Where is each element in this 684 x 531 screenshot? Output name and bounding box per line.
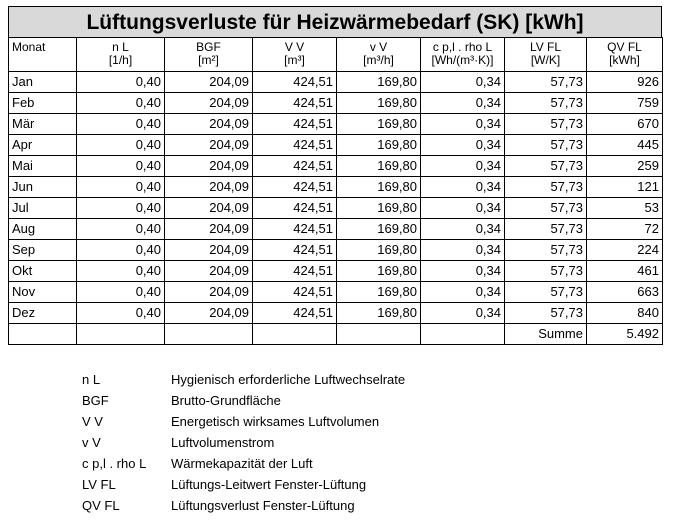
sum-value: 5.492 [587, 324, 663, 345]
column-header [505, 38, 587, 72]
value-cell: 0,40 [77, 282, 165, 303]
value-cell: 169,80 [337, 72, 421, 93]
column-header [253, 38, 337, 72]
value-cell: 0,40 [77, 114, 165, 135]
column-header-unit: [kWh] [609, 53, 640, 67]
month-cell: Okt [9, 261, 77, 282]
value-cell: 0,34 [421, 135, 505, 156]
value-cell: 0,34 [421, 156, 505, 177]
table-row [9, 219, 663, 240]
value-cell: 57,73 [505, 135, 587, 156]
value-cell: 424,51 [253, 156, 337, 177]
value-cell: 204,09 [165, 219, 253, 240]
column-header-unit: [W/K] [530, 53, 561, 67]
value-cell: 424,51 [253, 114, 337, 135]
legend-description: Hygienisch erforderliche Luftwechselrate [171, 372, 406, 387]
value-cell: 204,09 [165, 156, 253, 177]
month-cell: Nov [9, 282, 77, 303]
value-cell: 57,73 [505, 93, 587, 114]
value-cell: 424,51 [253, 219, 337, 240]
month-cell: Mai [9, 156, 77, 177]
value-cell: 0,34 [421, 198, 505, 219]
value-cell: 57,73 [505, 72, 587, 93]
column-header-name: QV FL [607, 40, 642, 54]
value-cell: 0,34 [421, 261, 505, 282]
empty-cell [9, 324, 77, 345]
table-row [9, 303, 663, 324]
month-cell: Apr [9, 135, 77, 156]
table-row [9, 198, 663, 219]
legend-abbreviation: QV FL [82, 498, 120, 513]
value-cell: 121 [587, 177, 663, 198]
legend-abbreviation: BGF [82, 393, 109, 408]
value-cell: 0,40 [77, 177, 165, 198]
value-cell: 169,80 [337, 282, 421, 303]
value-cell: 424,51 [253, 177, 337, 198]
value-cell: 169,80 [337, 156, 421, 177]
value-cell: 57,73 [505, 219, 587, 240]
table-row [9, 261, 663, 282]
value-cell: 424,51 [253, 72, 337, 93]
header-row [9, 38, 663, 72]
value-cell: 57,73 [505, 261, 587, 282]
legend-abbreviation: n L [82, 372, 101, 387]
value-cell: 57,73 [505, 177, 587, 198]
value-cell: 0,40 [77, 135, 165, 156]
empty-cell [253, 324, 337, 345]
value-cell: 169,80 [337, 135, 421, 156]
table-row [9, 282, 663, 303]
legend-abbreviation: V V [82, 414, 103, 429]
value-cell: 204,09 [165, 93, 253, 114]
month-cell: Sep [9, 240, 77, 261]
legend-description: Wärmekapazität der Luft [171, 456, 313, 471]
value-cell: 424,51 [253, 135, 337, 156]
value-cell: 169,80 [337, 219, 421, 240]
value-cell: 424,51 [253, 261, 337, 282]
value-cell: 0,40 [77, 303, 165, 324]
value-cell: 204,09 [165, 240, 253, 261]
table-row [9, 93, 663, 114]
table-row [9, 114, 663, 135]
value-cell: 204,09 [165, 303, 253, 324]
month-cell: Mär [9, 114, 77, 135]
column-header-unit: [m³/h] [363, 53, 394, 67]
legend-description: Lüftungs-Leitwert Fenster-Lüftung [171, 477, 367, 492]
column-header [337, 38, 421, 72]
legend-description: Brutto-Grundfläche [171, 393, 281, 408]
value-cell: 0,34 [421, 93, 505, 114]
empty-cell [77, 324, 165, 345]
value-cell: 57,73 [505, 282, 587, 303]
value-cell: 204,09 [165, 72, 253, 93]
column-header-name: LV FL [529, 40, 562, 54]
table-row [9, 177, 663, 198]
value-cell: 0,40 [77, 219, 165, 240]
legend-description: Lüftungsverlust Fenster-Lüftung [171, 498, 355, 513]
value-cell: 0,40 [77, 261, 165, 282]
value-cell: 224 [587, 240, 663, 261]
value-cell: 663 [587, 282, 663, 303]
value-cell: 445 [587, 135, 663, 156]
column-header-unit: [m³] [284, 53, 305, 67]
value-cell: 169,80 [337, 240, 421, 261]
column-header-name: V V [284, 40, 305, 54]
value-cell: 204,09 [165, 198, 253, 219]
column-header-name: n L [112, 40, 129, 54]
value-cell: 0,34 [421, 303, 505, 324]
month-cell: Jan [9, 72, 77, 93]
legend-description: Luftvolumenstrom [171, 435, 275, 450]
value-cell: 0,40 [77, 240, 165, 261]
value-cell: 169,80 [337, 177, 421, 198]
legend-description: Energetisch wirksames Luftvolumen [171, 414, 380, 429]
value-cell: 169,80 [337, 114, 421, 135]
value-cell: 169,80 [337, 261, 421, 282]
value-cell: 0,34 [421, 240, 505, 261]
value-cell: 169,80 [337, 303, 421, 324]
column-header-name: Monat [12, 40, 46, 54]
value-cell: 670 [587, 114, 663, 135]
value-cell: 0,40 [77, 72, 165, 93]
value-cell: 259 [587, 156, 663, 177]
value-cell: 169,80 [337, 198, 421, 219]
value-cell: 424,51 [253, 240, 337, 261]
column-header-name: BGF [196, 40, 221, 54]
value-cell: 57,73 [505, 114, 587, 135]
value-cell: 0,40 [77, 93, 165, 114]
sum-label: Summe [505, 324, 587, 345]
value-cell: 169,80 [337, 93, 421, 114]
column-header-unit: [1/h] [108, 53, 133, 67]
table-row [9, 135, 663, 156]
empty-cell [337, 324, 421, 345]
table-row [9, 156, 663, 177]
ventilation-loss-table [8, 37, 663, 345]
column-header-unit: [m²] [198, 53, 219, 67]
value-cell: 0,40 [77, 198, 165, 219]
value-cell: 461 [587, 261, 663, 282]
sum-row [9, 324, 663, 345]
month-cell: Feb [9, 93, 77, 114]
value-cell: 0,34 [421, 282, 505, 303]
value-cell: 57,73 [505, 198, 587, 219]
value-cell: 424,51 [253, 282, 337, 303]
column-header [587, 38, 663, 72]
table-title: Lüftungsverluste für Heizwärmebedarf (SK) [kWh] [8, 6, 662, 38]
table-row [9, 240, 663, 261]
legend-abbreviation: c p,l . rho L [82, 456, 147, 471]
column-header [165, 38, 253, 72]
value-cell: 204,09 [165, 177, 253, 198]
value-cell: 57,73 [505, 303, 587, 324]
column-header-name: c p,l . rho L [432, 40, 493, 54]
value-cell: 424,51 [253, 93, 337, 114]
value-cell: 204,09 [165, 261, 253, 282]
value-cell: 57,73 [505, 240, 587, 261]
legend-abbreviation: LV FL [82, 477, 116, 492]
column-header-name: v V [369, 40, 388, 54]
value-cell: 0,34 [421, 177, 505, 198]
legend-abbreviation: v V [82, 435, 101, 450]
column-header [421, 38, 505, 72]
value-cell: 926 [587, 72, 663, 93]
month-cell: Aug [9, 219, 77, 240]
value-cell: 840 [587, 303, 663, 324]
value-cell: 204,09 [165, 282, 253, 303]
month-cell: Dez [9, 303, 77, 324]
value-cell: 53 [587, 198, 663, 219]
value-cell: 0,34 [421, 219, 505, 240]
value-cell: 204,09 [165, 114, 253, 135]
month-cell: Jun [9, 177, 77, 198]
empty-cell [421, 324, 505, 345]
value-cell: 204,09 [165, 135, 253, 156]
column-header-unit: [Wh/(m³·K)] [431, 53, 494, 67]
value-cell: 0,34 [421, 114, 505, 135]
value-cell: 57,73 [505, 156, 587, 177]
value-cell: 424,51 [253, 303, 337, 324]
table-row [9, 72, 663, 93]
column-header [77, 38, 165, 72]
value-cell: 0,40 [77, 156, 165, 177]
column-header [9, 38, 77, 72]
value-cell: 0,34 [421, 72, 505, 93]
value-cell: 424,51 [253, 198, 337, 219]
month-cell: Jul [9, 198, 77, 219]
value-cell: 72 [587, 219, 663, 240]
empty-cell [165, 324, 253, 345]
value-cell: 759 [587, 93, 663, 114]
